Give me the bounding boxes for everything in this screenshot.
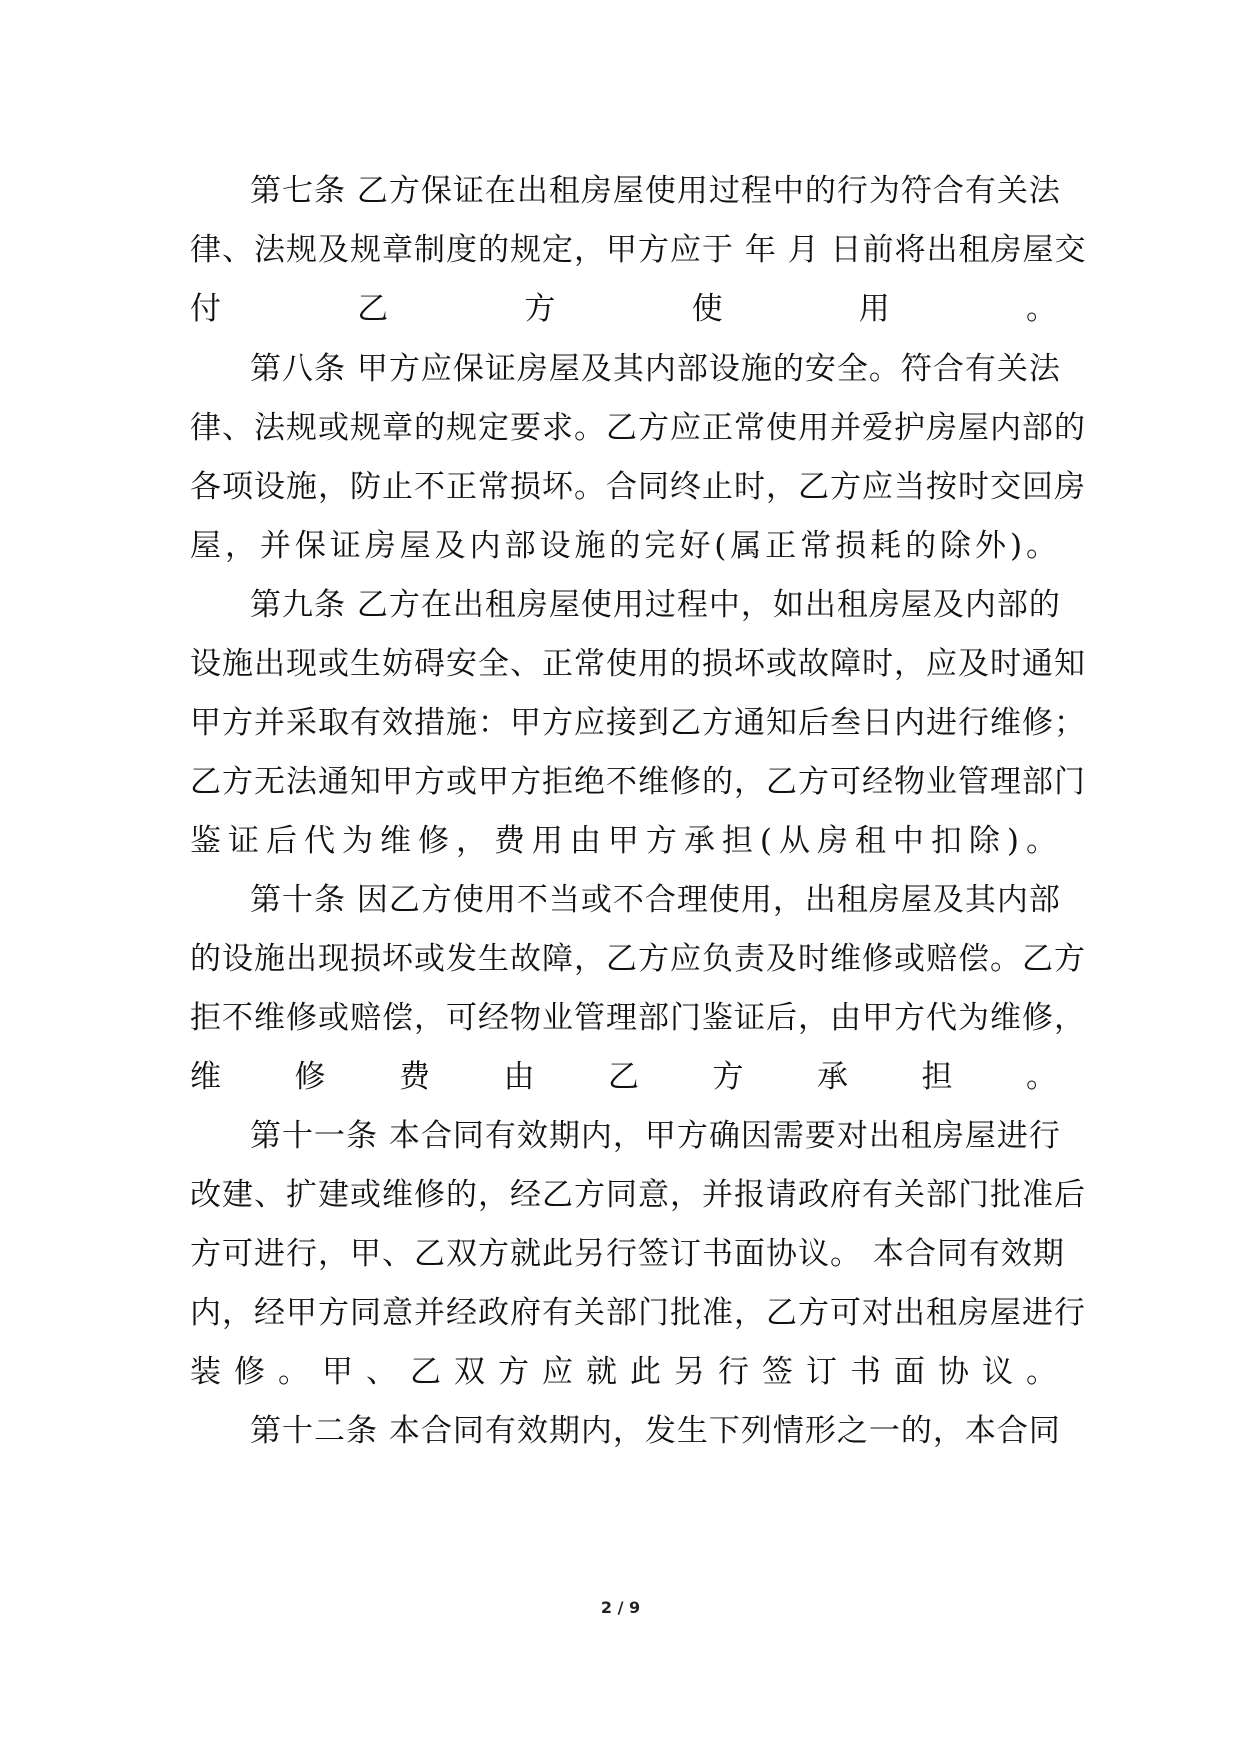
article-11-line-5: 装修。甲、乙双方应就此另行签订书面协议。 bbox=[190, 1354, 1058, 1390]
article-8-line-2: 律、法规或规章的规定要求。乙方应正常使用并爱护房屋内部的 bbox=[190, 410, 1086, 446]
article-10-line-2: 的设施出现损坏或发生故障，乙方应负责及时维修或赔偿。乙方 bbox=[190, 941, 1086, 977]
page-number: 2 / 9 bbox=[600, 1598, 641, 1617]
article-10-line-1: 第十条 因乙方使用不当或不合理使用，出租房屋及其内部 bbox=[250, 882, 1061, 918]
article-9-line-1: 第九条 乙方在出租房屋使用过程中，如出租房屋及内部的 bbox=[250, 587, 1061, 623]
article-9-line-3: 甲方并采取有效措施：甲方应接到乙方通知后叁日内进行维修； bbox=[190, 705, 1086, 741]
article-8-line-4: 屋，并保证房屋及内部设施的完好(属正常损耗的除外)。 bbox=[190, 528, 1058, 564]
article-11-line-4: 内，经甲方同意并经政府有关部门批准，乙方可对出租房屋进行 bbox=[190, 1295, 1086, 1331]
article-9-line-4: 乙方无法通知甲方或甲方拒绝不维修的，乙方可经物业管理部门 bbox=[190, 764, 1086, 800]
article-10-line-4: 维修费由乙方承担。 bbox=[190, 1059, 1058, 1095]
article-7-line-3: 付乙方使用。 bbox=[190, 291, 1058, 327]
article-11-line-2: 改建、扩建或维修的，经乙方同意，并报请政府有关部门批准后 bbox=[190, 1177, 1086, 1213]
article-8-line-1: 第八条 甲方应保证房屋及其内部设施的安全。符合有关法 bbox=[250, 351, 1061, 387]
article-9-line-2: 设施出现或生妨碍安全、正常使用的损坏或故障时，应及时通知 bbox=[190, 646, 1086, 682]
article-11-line-1: 第十一条 本合同有效期内，甲方确因需要对出租房屋进行 bbox=[250, 1118, 1061, 1154]
article-7-line-1: 第七条 乙方保证在出租房屋使用过程中的行为符合有关法 bbox=[250, 173, 1061, 209]
article-12-line-1: 第十二条 本合同有效期内，发生下列情形之一的，本合同 bbox=[250, 1413, 1061, 1449]
article-11-line-3: 方可进行，甲、乙双方就此另行签订书面协议。 本合同有效期 bbox=[190, 1236, 1065, 1272]
article-9-line-5: 鉴证后代为维修，费用由甲方承担(从房租中扣除)。 bbox=[190, 823, 1058, 859]
article-10-line-3: 拒不维修或赔偿，可经物业管理部门鉴证后，由甲方代为维修， bbox=[190, 1000, 1086, 1036]
article-8-line-3: 各项设施，防止不正常损坏。合同终止时，乙方应当按时交回房 bbox=[190, 469, 1086, 505]
article-7-line-2: 律、法规及规章制度的规定，甲方应于 年 月 日前将出租房屋交 bbox=[190, 232, 1087, 268]
